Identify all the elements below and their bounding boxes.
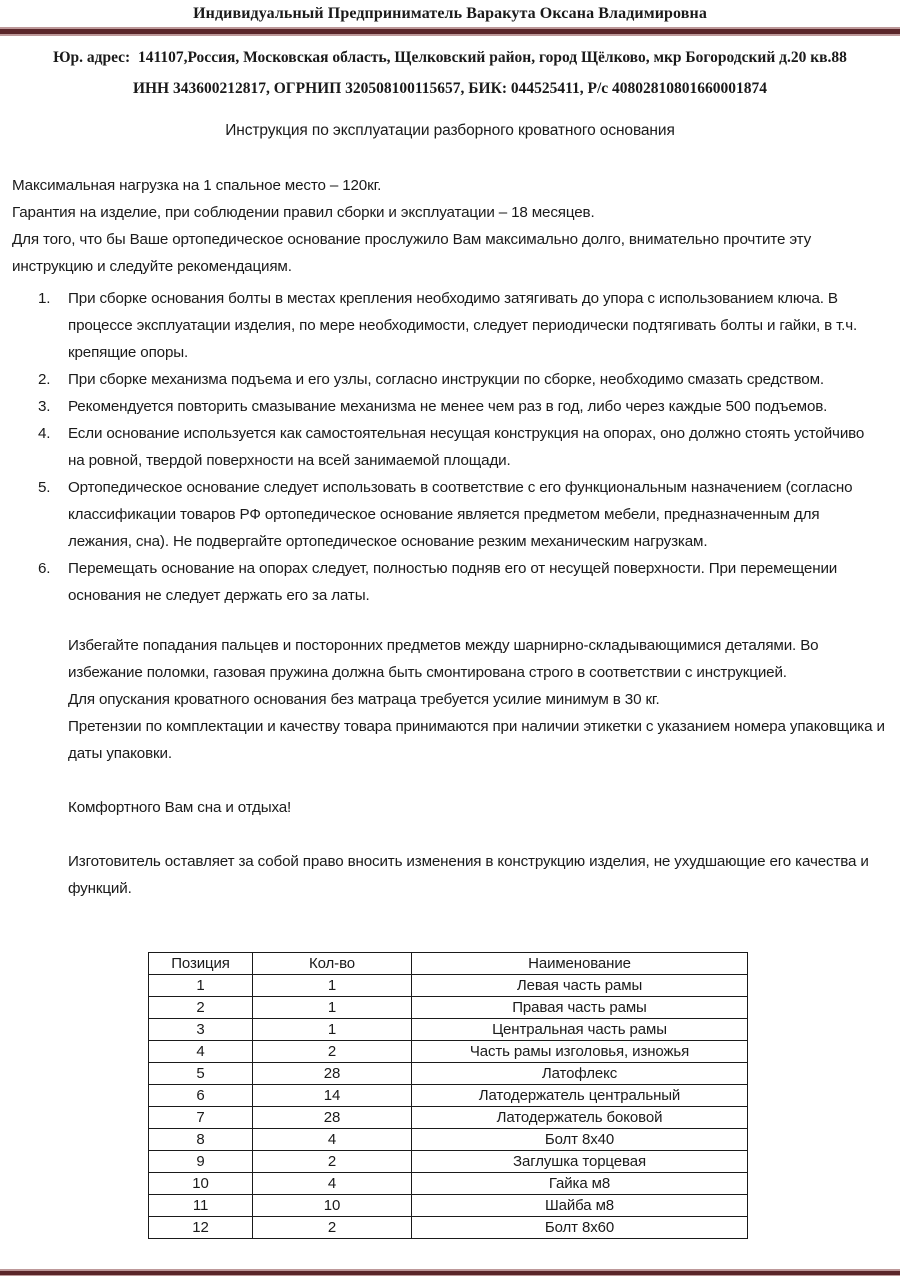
table-row: [149, 1063, 748, 1085]
document-title: Инструкция по эксплуатации разборного кроватного основания: [225, 122, 675, 139]
cell-quantity: 2: [253, 1151, 412, 1173]
table-row: [149, 1217, 748, 1239]
company-name: Индивидуальный Предприниматель Варакута Оксана Владимировна: [193, 5, 707, 22]
cell-position: 4: [149, 1041, 253, 1063]
cell-position: 12: [149, 1217, 253, 1239]
table-row: [149, 1041, 748, 1063]
cell-quantity: 14: [253, 1085, 412, 1107]
rule-text: Ортопедическое основание следует использовать в соответствие с его функциональным назначением (согласно классификации товаров РФ ортопедическое основание является предметом мебели, предназначенным для лежания, сна). Не подвергайте ортопедическое основание резким механическим нагрузкам.: [68, 479, 853, 550]
intro-paragraph: Максимальная нагрузка на 1 спальное место – 120кг.: [12, 177, 382, 194]
note-paragraph: Претензии по комплектации и качеству товара принимаются при наличии этикетки с указанием номера упаковщика и даты упаковки.: [68, 718, 885, 762]
cell-position: 8: [149, 1129, 253, 1151]
table-row: [149, 1107, 748, 1129]
rule-text: При сборке механизма подъема и его узлы, согласно инструкции по сборке, необходимо смазать средством.: [68, 371, 824, 388]
intro-paragraph: Для того, что бы Ваше ортопедическое основание прослужило Вам максимально долго, внимательно прочтите эту инструкцию и следуйте рекомендациям.: [12, 231, 812, 275]
table-row: [149, 1129, 748, 1151]
rule-item: [12, 555, 886, 609]
cell-name: Гайка м8: [412, 1173, 748, 1195]
cell-position: 1: [149, 975, 253, 997]
cell-name: Болт 8х60: [412, 1217, 748, 1239]
rule-number: 2.: [38, 371, 51, 388]
table-row: [149, 1173, 748, 1195]
rule-text: При сборке основания болты в местах крепления необходимо затягивать до упора с использованием ключа. В процессе эксплуатации изделия, по мере необходимости, следует периодически подтягивать болты и гайки, в т.ч. крепящие опоры.: [68, 290, 858, 361]
table-row: [149, 1195, 748, 1217]
table-row: [149, 1085, 748, 1107]
note-paragraph: Для опускания кроватного основания без матраца требуется усилие минимум в 30 кг.: [68, 691, 660, 708]
cell-position: 5: [149, 1063, 253, 1085]
cell-name: Левая часть рамы: [412, 975, 748, 997]
cell-quantity: 2: [253, 1041, 412, 1063]
rule-item: [12, 366, 886, 393]
rule-item: [12, 285, 886, 366]
cell-name: Шайба м8: [412, 1195, 748, 1217]
rule-number: 5.: [38, 479, 51, 496]
cell-quantity: 1: [253, 1019, 412, 1041]
cell-name: Болт 8х40: [412, 1129, 748, 1151]
rule-text: Если основание используется как самостоятельная несущая конструкция на опорах, оно должно стоять устойчиво на ровной, твердой поверхности на всей занимаемой площади.: [68, 425, 865, 469]
table-row: [149, 975, 748, 997]
rule-number: 1.: [38, 290, 51, 307]
legal-address: Юр. адрес: 141107,Россия, Московская область, Щелковский район, город Щёлково, мкр Богородский д.20 кв.88: [53, 49, 847, 66]
cell-position: 7: [149, 1107, 253, 1129]
intro-paragraph: Гарантия на изделие, при соблюдении правил сборки и эксплуатации – 18 месяцев.: [12, 204, 595, 221]
table-row: [149, 1019, 748, 1041]
cell-position: 11: [149, 1195, 253, 1217]
column-header-position: Позиция: [149, 953, 253, 975]
intro-section: [12, 172, 886, 280]
rule-item: [12, 393, 886, 420]
cell-name: Латофлекс: [412, 1063, 748, 1085]
cell-quantity: 4: [253, 1173, 412, 1195]
column-header-quantity: Кол-во: [253, 953, 412, 975]
rule-item: [12, 420, 886, 474]
table-row: [149, 1151, 748, 1173]
cell-position: 3: [149, 1019, 253, 1041]
table-row: [149, 997, 748, 1019]
cell-position: 2: [149, 997, 253, 1019]
notes-section: [12, 632, 886, 767]
cell-name: Правая часть рамы: [412, 997, 748, 1019]
column-header-name: Наименование: [412, 953, 748, 975]
cell-quantity: 2: [253, 1217, 412, 1239]
cell-quantity: 10: [253, 1195, 412, 1217]
rule-number: 3.: [38, 398, 51, 415]
cell-quantity: 1: [253, 997, 412, 1019]
cell-quantity: 1: [253, 975, 412, 997]
cell-quantity: 28: [253, 1107, 412, 1129]
document-body: [12, 172, 886, 1239]
cell-position: 6: [149, 1085, 253, 1107]
rule-item: [12, 474, 886, 555]
footer-divider-rule: [0, 1269, 900, 1276]
header-divider-rule: [0, 27, 900, 36]
cell-quantity: 28: [253, 1063, 412, 1085]
rule-text: Рекомендуется повторить смазывание механизма не менее чем раз в год, либо через каждые 500 подъемов.: [68, 398, 828, 415]
bank-requisites: ИНН 343600212817, ОГРНИП 320508100115657, БИК: 044525411, Р/с 40802810801660001874: [132, 80, 768, 97]
manufacturer-note: Изготовитель оставляет за собой право вносить изменения в конструкцию изделия, не ухудшающие его качества и функций.: [68, 853, 869, 897]
rule-text: Перемещать основание на опорах следует, полностью подняв его от несущей поверхности. При перемещении основания не следует держать его за латы.: [68, 560, 838, 604]
closing-wish: Комфортного Вам сна и отдыха!: [68, 799, 292, 816]
rule-number: 6.: [38, 560, 51, 577]
cell-position: 9: [149, 1151, 253, 1173]
table-header-row: [149, 953, 748, 975]
cell-name: Часть рамы изголовья, изножья: [412, 1041, 748, 1063]
cell-quantity: 4: [253, 1129, 412, 1151]
cell-name: Латодержатель боковой: [412, 1107, 748, 1129]
rule-number: 4.: [38, 425, 51, 442]
note-paragraph: Избегайте попадания пальцев и посторонних предметов между шарнирно-складывающимися деталями. Во избежание поломки, газовая пружина должна быть смонтирована строго в соответствии с инструкцией.: [68, 637, 819, 681]
numbered-rules-list: [12, 285, 886, 609]
cell-name: Центральная часть рамы: [412, 1019, 748, 1041]
cell-name: Заглушка торцевая: [412, 1151, 748, 1173]
cell-name: Латодержатель центральный: [412, 1085, 748, 1107]
parts-table: [148, 952, 748, 1239]
cell-position: 10: [149, 1173, 253, 1195]
